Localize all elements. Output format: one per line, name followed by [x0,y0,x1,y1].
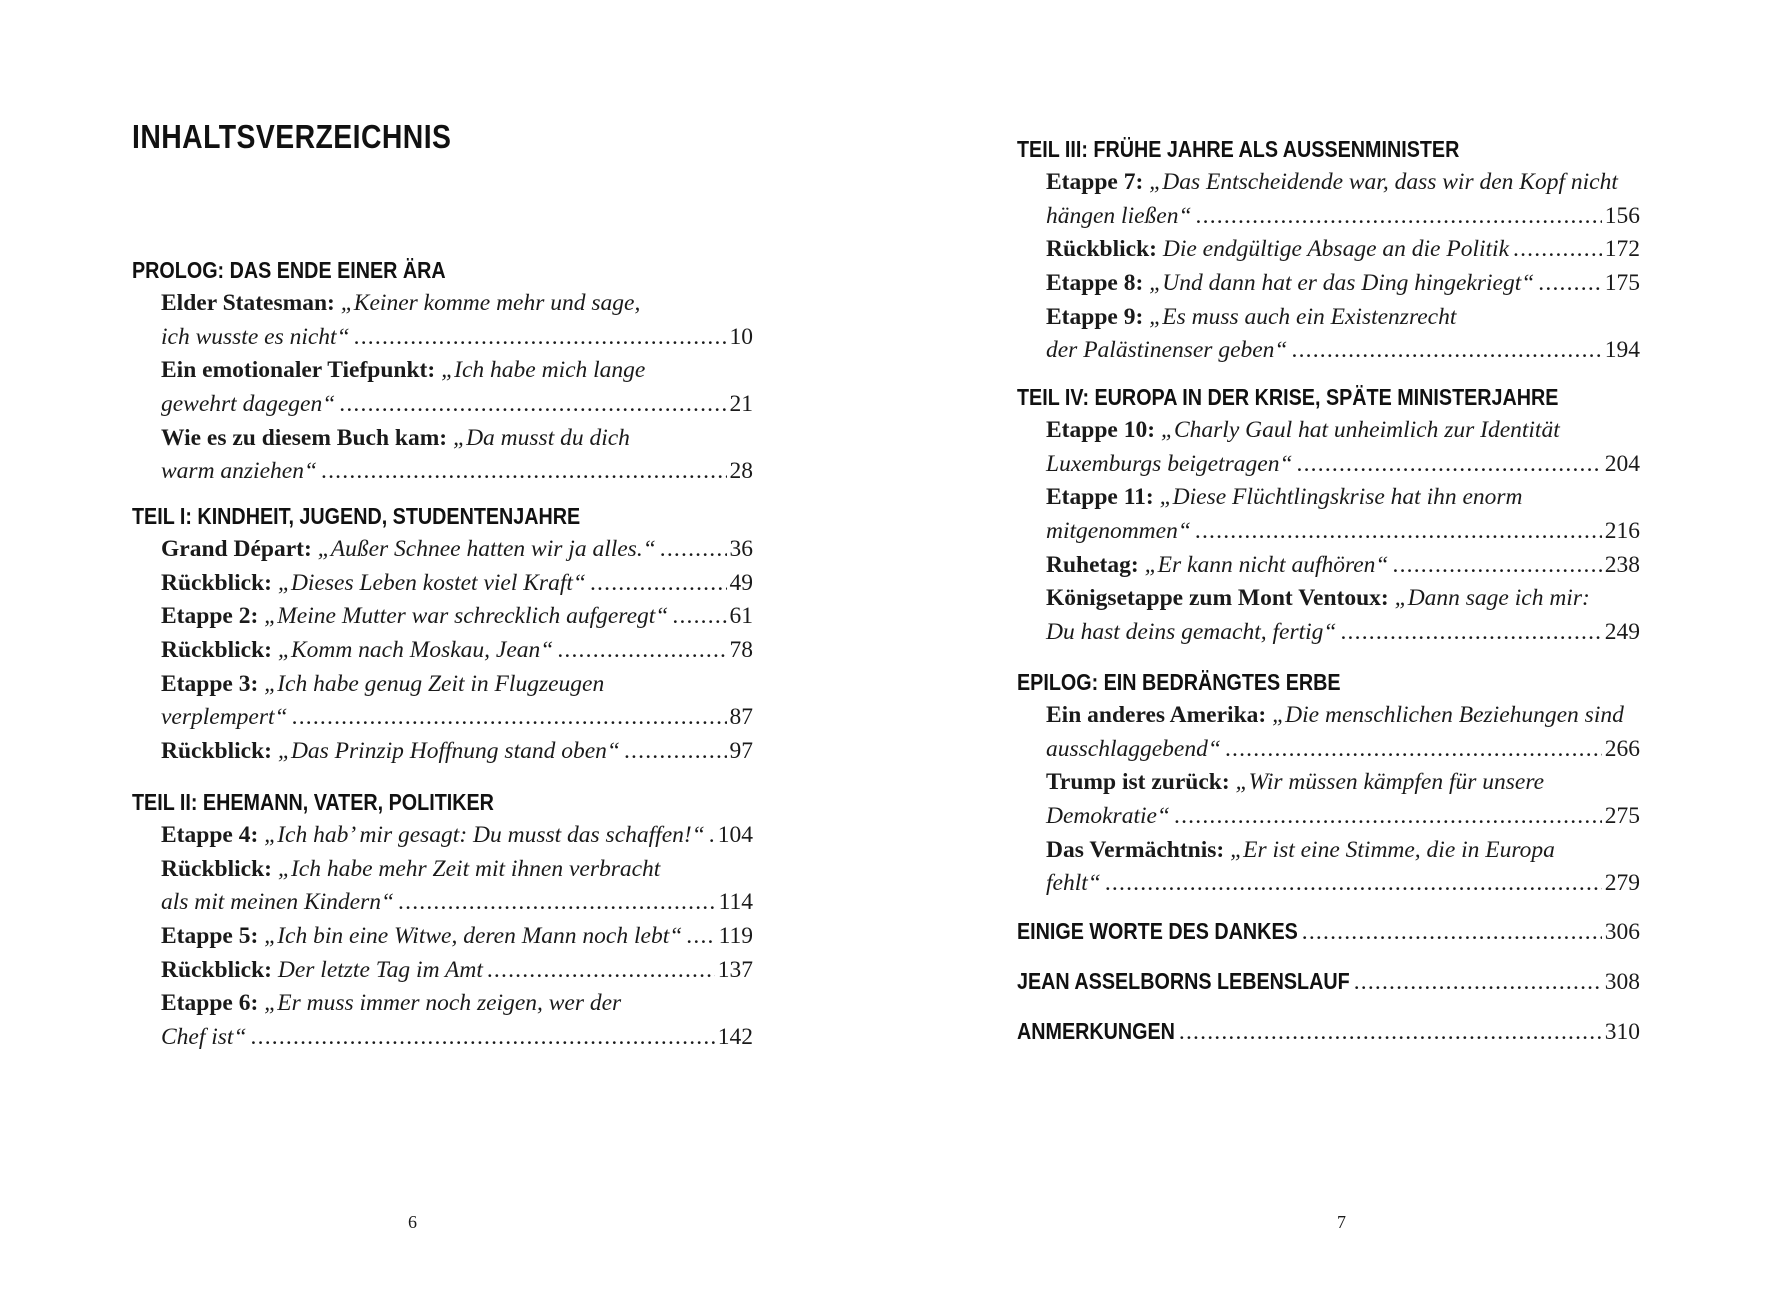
dot-leader [1292,334,1602,368]
entry-quote-continued: gewehrt dagegen“ [161,391,336,418]
toc-section-teil-1 [132,501,753,769]
entry-quote-continued: der Palästinenser geben“ [1046,337,1288,364]
toc-entry[interactable] [161,634,753,668]
entry-quote-continued: Demokratie“ [1046,803,1171,830]
entry-quote: „Ich habe genug Zeit in Flugzeugen [264,670,605,697]
entry-label: Etappe 7: [1046,169,1144,195]
toc-entry-line [1046,834,1640,868]
toc-entry[interactable] [161,533,753,567]
section-heading: TEIL IV: EUROPA IN DER KRISE, SPÄTE MINISTERJAHRE [1017,384,1559,410]
dot-leader [339,388,726,422]
entry-quote-continued: Du hast deins gemacht, fertig“ [1046,619,1337,646]
dot-leader [1354,969,1602,996]
back-matter-heading-wrap [1017,968,1350,995]
back-matter-heading-wrap [1017,1018,1175,1045]
entry-page-number: 28 [729,458,753,485]
entry-quote: „Das Entscheidende war, dass wir den Kopf nicht [1149,169,1618,195]
toc-entry-line [161,819,753,853]
entry-page-number: 216 [1604,518,1640,545]
entry-quote-continued: hängen ließen“ [1046,202,1192,229]
entry-quote: „Wir müssen kämpfen für unsere [1235,769,1545,796]
dot-leader [1538,267,1601,301]
entry-label: Trump ist zurück: [1046,769,1230,796]
dot-leader [686,920,715,954]
toc-entry[interactable] [1046,166,1640,233]
toc-entry[interactable] [161,354,753,421]
entry-page-number: 104 [717,822,753,848]
entry-quote: „Und dann hat er das Ding hingekriegt“ [1149,270,1535,297]
toc-entry-line [161,735,753,769]
toc-entry[interactable] [1046,834,1640,901]
toc-entry[interactable] [1046,582,1640,649]
toc-entry-line [1046,549,1640,583]
toc-entry-line [161,701,753,735]
dot-leader [1225,733,1602,767]
entry-quote-continued: als mit meinen Kindern“ [161,889,395,916]
page-number-left: 6 [408,1212,417,1232]
entry-quote: „Komm nach Moskau, Jean“ [277,637,554,664]
entry-quote: „Ich bin eine Witwe, deren Mann noch lebt“ [264,923,683,950]
toc-back-matter-entry[interactable] [1017,1018,1640,1052]
toc-entry[interactable] [161,422,753,489]
toc-entry-line [161,354,753,388]
dot-leader [1196,200,1602,234]
toc-entry-line [1046,616,1640,650]
toc-entry-line [1046,800,1640,834]
toc-entry-line [161,853,753,887]
toc-entry-line [161,321,753,355]
toc-entry[interactable] [161,920,753,954]
entry-label: Ein emotionaler Tiefpunkt: [161,357,436,384]
toc-entry-line [161,920,753,954]
toc-entry[interactable] [1046,414,1640,481]
toc-entry[interactable] [1046,233,1640,267]
entry-page-number: 204 [1604,450,1640,477]
toc-entry[interactable] [161,735,753,769]
entry-quote: „Ich habe mich lange [441,357,646,384]
toc-entry-line [1046,582,1640,616]
entry-page-number: 194 [1604,337,1640,364]
entry-quote: „Da musst du dich [453,424,630,451]
entry-label: Rückblick: [161,637,272,664]
entry-quote: Der letzte Tag im Amt [277,956,483,983]
entry-page-number: 119 [718,923,753,950]
toc-section-teil-3 [1017,134,1640,368]
entry-page-number: 97 [729,738,753,765]
entry-label: Etappe 3: [161,670,259,697]
entry-page-number: 87 [729,704,753,731]
entry-quote: „Keiner komme mehr und sage, [340,290,641,316]
entry-quote-continued: fehlt“ [1046,870,1101,897]
section-heading: TEIL II: EHEMANN, VATER, POLITIKER [132,789,494,815]
toc-entry-line [161,987,753,1021]
entry-label: Königsetappe zum Mont Ventoux: [1046,585,1389,612]
dot-leader [709,819,715,853]
toc-entry-line [1046,699,1640,733]
toc-entry[interactable] [161,600,753,634]
back-matter-heading: EINIGE WORTE DES DANKES [1017,918,1298,944]
toc-entry[interactable] [1046,301,1640,368]
toc-entry[interactable] [161,668,753,735]
entry-quote: „Dieses Leben kostet viel Kraft“ [277,569,586,596]
dot-leader [1340,616,1601,650]
section-heading: TEIL I: KINDHEIT, JUGEND, STUDENTENJAHRE [132,503,581,529]
dot-leader [1297,448,1602,482]
toc-entry[interactable] [1046,481,1640,548]
dot-leader [487,954,715,988]
entry-page-number: 310 [1604,1019,1640,1045]
entry-page-number: 172 [1604,236,1640,263]
toc-entry[interactable] [161,287,753,354]
toc-entry-line [161,287,753,321]
entry-label: Etappe 11: [1046,484,1154,511]
entry-page-number: 21 [729,391,753,418]
toc-entry-line [161,1021,753,1055]
dot-leader [292,701,727,735]
entry-quote: „Er muss immer noch zeigen, wer der [264,990,622,1017]
dot-leader [1513,233,1602,267]
back-matter-heading-wrap [1017,918,1298,945]
toc-entry-line [1046,766,1640,800]
entry-label: Grand Départ: [161,536,312,562]
entry-page-number: 175 [1604,270,1640,297]
entry-label: Rückblick: [1046,236,1157,263]
toc-entry-line [1046,166,1640,200]
page-number-right: 7 [1337,1212,1346,1232]
toc-entry-line [1046,515,1640,549]
dot-leader [1195,515,1602,549]
section-heading: PROLOG: DAS ENDE EINER ÄRA [132,257,446,283]
entry-page-number: 114 [718,889,753,916]
toc-entry[interactable] [161,567,753,601]
toc-entry-line [161,886,753,920]
toc-entry-line [161,533,753,567]
toc-entry-line [161,600,753,634]
toc-entry-line [161,422,753,456]
entry-quote-continued: warm anziehen“ [161,458,318,485]
entry-label: Das Vermächtnis: [1046,836,1225,863]
dot-leader [672,600,726,634]
section-heading: EPILOG: EIN BEDRÄNGTES ERBE [1017,669,1341,695]
entry-page-number: 36 [729,536,753,562]
toc-section-teil-2 [132,787,753,1055]
toc-entry-line [1046,334,1640,368]
entry-page-number: 279 [1604,870,1640,897]
back-matter-heading: JEAN ASSELBORNS LEBENSLAUF [1017,968,1350,994]
toc-entry-line [1046,733,1640,767]
entry-quote-continued: Chef ist“ [161,1024,247,1051]
toc-back-matter-entry[interactable] [1017,918,1640,952]
dot-leader [1105,867,1602,901]
entry-label: Etappe 10: [1046,417,1156,443]
entry-label: Wie es zu diesem Buch kam: [161,424,448,451]
toc-entry-line [1046,267,1640,301]
entry-label: Etappe 2: [161,603,259,630]
entry-label: Rückblick: [161,738,272,765]
entry-label: Ruhetag: [1046,551,1139,578]
entry-label: Rückblick: [161,956,272,983]
entry-page-number: 156 [1604,202,1640,229]
dot-leader [1179,1019,1602,1046]
entry-quote-continued: ausschlaggebend“ [1046,735,1221,762]
dot-leader [557,634,726,668]
dot-leader [251,1021,715,1055]
toc-section-epilog [1017,667,1640,901]
entry-quote: „Außer Schnee hatten wir ja alles.“ [317,536,656,562]
toc-entry-line [1046,233,1640,267]
toc-entry-line [161,455,753,489]
entry-label: Etappe 4: [161,822,259,848]
entry-quote: „Es muss auch ein Existenzrecht [1149,303,1457,330]
entry-quote: „Er kann nicht aufhören“ [1144,551,1389,578]
dot-leader [1174,800,1602,834]
dot-leader [1393,549,1602,583]
toc-entry[interactable] [1046,549,1640,583]
toc-entry-line [161,954,753,988]
entry-page-number: 249 [1604,619,1640,646]
toc-entry-line [1046,448,1640,482]
toc-entry[interactable] [1046,699,1640,766]
entry-label: Etappe 5: [161,923,259,950]
entry-page-number: 308 [1604,969,1640,995]
entry-quote-continued: ich wusste es nicht“ [161,323,350,350]
entry-quote: „Ich hab’ mir gesagt: Du musst das schaffen!“ [264,822,705,848]
toc-entry[interactable] [1046,766,1640,833]
dot-leader [660,533,727,567]
entry-page-number: 238 [1604,551,1640,578]
entry-page-number: 10 [729,323,753,350]
dot-leader [398,886,716,920]
dot-leader [354,321,727,355]
toc-entry[interactable] [161,954,753,988]
entry-quote-continued: Luxemburgs beigetragen“ [1046,450,1293,477]
toc-entry[interactable] [1046,267,1640,301]
back-matter-heading: ANMERKUNGEN [1017,1018,1175,1044]
entry-quote: „Ich habe mehr Zeit mit ihnen verbracht [277,855,661,882]
entry-quote: „Charly Gaul hat unheimlich zur Identität [1160,417,1560,443]
entry-label: Ein anderes Amerika: [1046,702,1267,728]
entry-quote-continued: mitgenommen“ [1046,518,1191,545]
entry-page-number: 137 [717,956,753,983]
entry-page-number: 78 [729,637,753,664]
toc-entry-line [161,668,753,702]
toc-entry-line [161,634,753,668]
entry-label: Rückblick: [161,855,272,882]
entry-label: Etappe 8: [1046,270,1144,297]
section-heading: TEIL III: FRÜHE JAHRE ALS AUSSENMINISTER [1017,136,1460,162]
dot-leader [321,455,726,489]
entry-page-number: 306 [1604,919,1640,945]
toc-entry[interactable] [161,819,753,853]
entry-quote: Die endgültige Absage an die Politik [1162,236,1509,263]
entry-quote: „Dann sage ich mir: [1394,585,1590,612]
dot-leader [590,567,727,601]
page-title: INHALTSVERZEICHNIS [132,118,452,155]
toc-back-matter-entry[interactable] [1017,968,1640,1002]
toc-entry-line [1046,200,1640,234]
entry-quote: „Er ist eine Stimme, die in Europa [1230,836,1555,863]
toc-section-prolog [132,255,753,489]
dot-leader [624,735,727,769]
right-page [886,0,1772,1299]
toc-entry-line [1046,414,1640,448]
entry-page-number: 61 [729,603,753,630]
entry-label: Rückblick: [161,569,272,596]
toc-entry-line [1046,301,1640,335]
entry-quote: „Meine Mutter war schrecklich aufgeregt“ [264,603,669,630]
entry-page-number: 49 [729,569,753,596]
entry-label: Elder Statesman: [161,290,335,316]
toc-section-teil-4 [1017,382,1640,650]
entry-quote: „Diese Flüchtlingskrise hat ihn enorm [1159,484,1523,511]
entry-quote: „Das Prinzip Hoffnung stand oben“ [277,738,620,765]
dot-leader [1302,919,1602,946]
entry-page-number: 275 [1604,803,1640,830]
entry-quote-continued: verplempert“ [161,704,288,731]
toc-entry-line [1046,867,1640,901]
toc-entry-line [161,388,753,422]
toc-entry[interactable] [161,853,753,920]
toc-entry-line [161,567,753,601]
entry-quote: „Die menschlichen Beziehungen sind [1272,702,1624,728]
entry-page-number: 266 [1604,735,1640,762]
toc-entry-line [1046,481,1640,515]
entry-label: Etappe 6: [161,990,259,1017]
toc-entry[interactable] [161,987,753,1054]
entry-page-number: 142 [717,1024,753,1051]
entry-label: Etappe 9: [1046,303,1144,330]
toc-back-matter [1017,918,1640,1068]
